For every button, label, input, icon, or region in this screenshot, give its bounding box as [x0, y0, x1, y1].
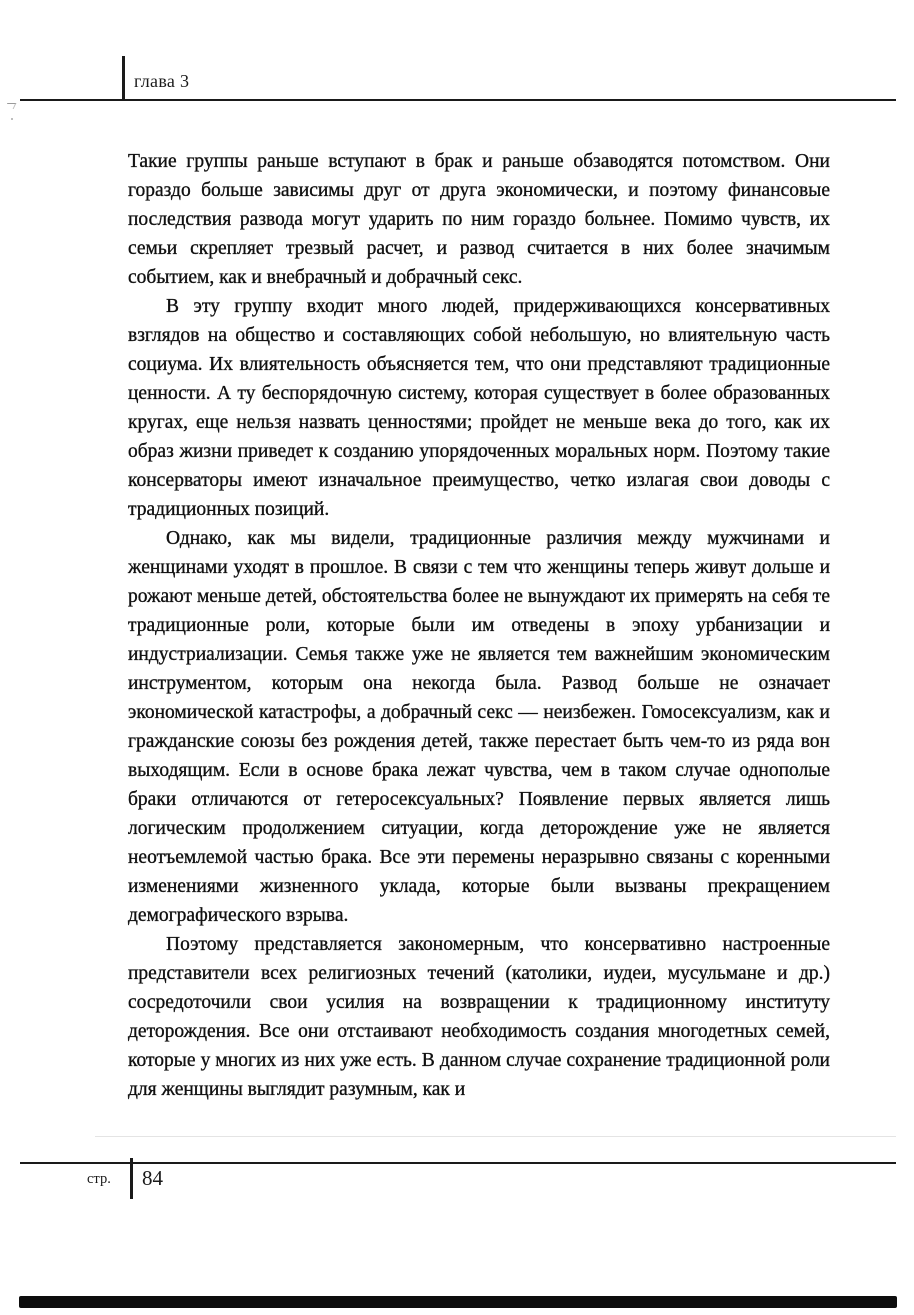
- footer-rule: [20, 1162, 896, 1164]
- chapter-label: глава 3: [134, 71, 190, 91]
- footer-divider-bar: [130, 1158, 133, 1199]
- header-divider-bar: [122, 56, 125, 101]
- paragraph-3: Однако, как мы видели, традиционные различия между мужчинами и женщинами уходят в прошлое. В связи с тем что женщины теперь живут дольше и рожают меньше детей, обстоятельства более не вынуждают их примерять на себя те традиционные роли, которые были им отведены в эпоху урбанизации и индустриализации. Семья также уже не является тем важнейшим экономическим инструментом, которым она некогда была. Развод больше не означает экономической катастрофы, а добрачный секс — неизбежен. Гомосексуализм, как и гражданские союзы без рождения детей, также перестает быть чем-то из ряда вон выходящим. Если в основе брака лежат чувства, чем в таком случае однополые браки отличаются от гетеросексуальных? Появление первых является лишь логическим продолжением ситуации, когда деторождение уже не является неотъемлемой частью брака. Все эти перемены неразрывно связаны с коренными изменениями жизненного уклада, которые были вызваны прекращением демографического взрыва.: [128, 528, 830, 926]
- header-rule: [20, 99, 896, 101]
- paragraph-1: Такие группы раньше вступают в брак и раньше обзаводятся потомством. Они гораздо больше зависимы друг от друга экономически, и поэтому финансовые последствия развода могут ударить по ним гораздо больнее. Помимо чувств, их семьи скрепляет трезвый расчет, и развод считается в них более значимым событием, как и внебрачный и добрачный секс.: [128, 151, 830, 288]
- paragraph-2: В эту группу входит много людей, придерживающихся консервативных взглядов на общество и составляющих собой небольшую, но влиятельную часть социума. Их влиятельность объясняется тем, что они представляют традиционные ценности. А ту беспорядочную систему, которая существует в более образованных кругах, еще нельзя назвать ценностями; пройдет не меньше века до того, как их образ жизни приведет к созданию упорядоченных моральных норм. Поэтому такие консерваторы имеют изначальное преимущество, четко излагая свои доводы с традиционных позиций.: [128, 296, 830, 520]
- bottom-black-bar: [19, 1296, 897, 1308]
- paragraph-4: Поэтому представляется закономерным, что консервативно настроенные представители всех религиозных течений (католики, иудеи, мусульмане и др.) сосредоточили свои усилия на возвращении к традиционному институту деторождения. Все они отстаивают необходимость создания многодетных семей, которые у многих из них уже есть. В данном случае сохранение традиционной роли для женщины выглядит разумным, как и: [128, 934, 830, 1100]
- footer-page-label: стр.: [87, 1171, 111, 1187]
- scan-artifact-mark: [5, 103, 17, 109]
- page-body: [128, 147, 830, 1104]
- scan-artifact-dot: [11, 118, 13, 120]
- footer-faint-rule: [95, 1136, 896, 1137]
- page-number: 84: [142, 1166, 163, 1190]
